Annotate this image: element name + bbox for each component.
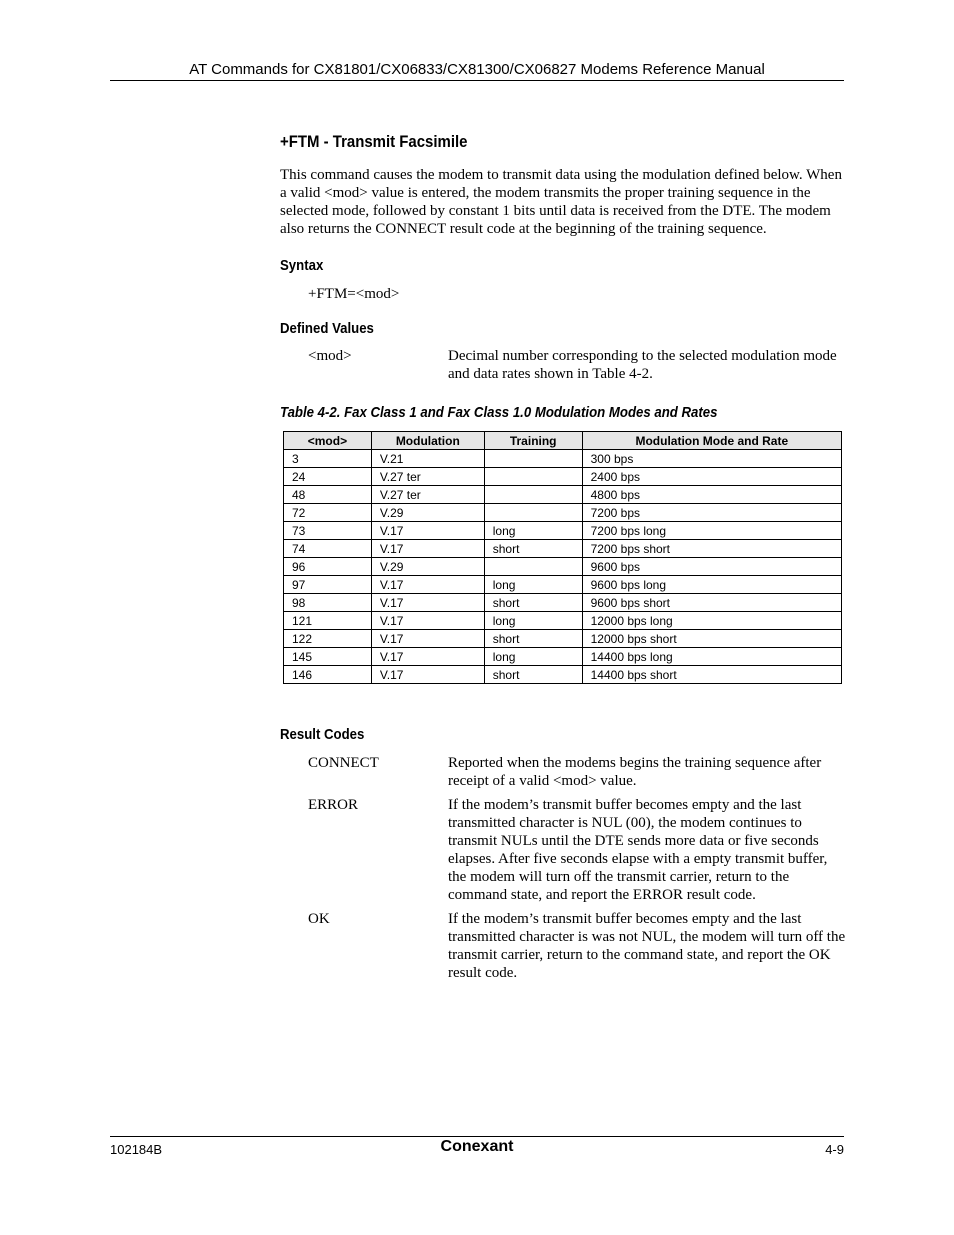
cell-mode-rate: 14400 bps long [582, 648, 841, 666]
cell-mode-rate: 12000 bps long [582, 612, 841, 630]
cell-training [484, 558, 582, 576]
cell-training [484, 468, 582, 486]
cell-training: long [484, 612, 582, 630]
result-code-ok-description: If the modem’s transmit buffer becomes empty and the last transmitted character is was not NUL, the modem will turn off the transmit carrier, return to the command state, and report the OK result code. [448, 911, 846, 981]
table-row [284, 522, 842, 540]
cell-mod: 98 [284, 594, 372, 612]
intro-paragraph: This command causes the modem to transmit data using the modulation defined below. When a valid <mod> value is entered, the modem transmits the proper training sequence in the selected mode, followed by constant 1 bits until data is received from the DTE. The modem also returns the CONNECT result code at the beginning of the training sequence. [280, 167, 842, 237]
cell-mode-rate: 7200 bps short [582, 540, 841, 558]
cell-mod: 74 [284, 540, 372, 558]
cell-training: long [484, 522, 582, 540]
cell-modulation: V.17 [371, 522, 484, 540]
result-code-error: ERROR [308, 797, 359, 813]
document-number: 102184B [110, 1142, 163, 1157]
cell-mode-rate: 7200 bps long [582, 522, 841, 540]
table-row [284, 576, 842, 594]
table-row [284, 486, 842, 504]
column-header-modulation: Modulation [371, 432, 484, 450]
table-row [284, 630, 842, 648]
table-row [284, 666, 842, 684]
result-code-error-description: If the modem’s transmit buffer becomes empty and the last transmitted character is NUL (00), the modem continues to transmit NULs until the DTE sends more data or five seconds elapses. After five seconds elapse with a empty transmit buffer, the modem will turn off the transmit carrier, return to the command state, and report the ERROR result code. [448, 797, 828, 903]
running-header: AT Commands for CX81801/CX06833/CX81300/CX06827 Modems Reference Manual [189, 61, 765, 78]
cell-mod: 48 [284, 486, 372, 504]
modulation-table [283, 431, 842, 684]
cell-mod: 96 [284, 558, 372, 576]
cell-training: long [484, 648, 582, 666]
section-title: +FTM - Transmit Facsimile [280, 132, 468, 151]
table-row [284, 540, 842, 558]
company-name: Conexant [440, 1138, 514, 1155]
defined-value-term: <mod> [308, 348, 352, 364]
cell-modulation: V.21 [371, 450, 484, 468]
cell-modulation: V.29 [371, 504, 484, 522]
table-row [284, 612, 842, 630]
result-codes-heading: Result Codes [280, 726, 365, 743]
cell-mod: 121 [284, 612, 372, 630]
cell-mod: 97 [284, 576, 372, 594]
column-header-mod: <mod> [284, 432, 372, 450]
syntax-command: +FTM=<mod> [308, 286, 400, 302]
result-code-connect-description: Reported when the modems begins the training sequence after receipt of a valid <mod> value. [448, 755, 822, 789]
cell-training: short [484, 540, 582, 558]
cell-training: short [484, 630, 582, 648]
cell-mode-rate: 14400 bps short [582, 666, 841, 684]
cell-training [484, 450, 582, 468]
cell-modulation: V.17 [371, 630, 484, 648]
table-caption: Table 4-2. Fax Class 1 and Fax Class 1.0 Modulation Modes and Rates [280, 404, 718, 421]
cell-modulation: V.27 ter [371, 486, 484, 504]
cell-mode-rate: 2400 bps [582, 468, 841, 486]
column-header-mode-rate: Modulation Mode and Rate [582, 432, 841, 450]
cell-mode-rate: 12000 bps short [582, 630, 841, 648]
cell-modulation: V.17 [371, 648, 484, 666]
cell-training: long [484, 576, 582, 594]
cell-modulation: V.17 [371, 576, 484, 594]
table-row [284, 594, 842, 612]
defined-value-description: Decimal number corresponding to the selected modulation mode and data rates shown in Table 4-2. [448, 348, 837, 382]
cell-mode-rate: 9600 bps short [582, 594, 841, 612]
table-row [284, 468, 842, 486]
cell-modulation: V.29 [371, 558, 484, 576]
cell-mod: 145 [284, 648, 372, 666]
cell-training: short [484, 594, 582, 612]
cell-mod: 24 [284, 468, 372, 486]
cell-mode-rate: 300 bps [582, 450, 841, 468]
result-code-connect: CONNECT [308, 755, 379, 771]
header-rule [110, 80, 844, 81]
cell-mod: 146 [284, 666, 372, 684]
cell-modulation: V.17 [371, 594, 484, 612]
cell-mod: 122 [284, 630, 372, 648]
table-header-row [284, 432, 842, 450]
table-row [284, 450, 842, 468]
cell-mode-rate: 7200 bps [582, 504, 841, 522]
cell-mod: 3 [284, 450, 372, 468]
cell-modulation: V.17 [371, 666, 484, 684]
cell-modulation: V.17 [371, 540, 484, 558]
table-row [284, 648, 842, 666]
cell-modulation: V.17 [371, 612, 484, 630]
cell-mode-rate: 4800 bps [582, 486, 841, 504]
result-code-ok: OK [308, 911, 330, 927]
defined-values-heading: Defined Values [280, 320, 374, 337]
cell-mod: 73 [284, 522, 372, 540]
cell-modulation: V.27 ter [371, 468, 484, 486]
cell-mode-rate: 9600 bps [582, 558, 841, 576]
column-header-training: Training [484, 432, 582, 450]
page-number: 4-9 [825, 1142, 844, 1157]
cell-training [484, 504, 582, 522]
cell-training: short [484, 666, 582, 684]
syntax-heading: Syntax [280, 257, 324, 274]
cell-training [484, 486, 582, 504]
table-row [284, 504, 842, 522]
cell-mod: 72 [284, 504, 372, 522]
footer-rule [110, 1136, 844, 1137]
table-row [284, 558, 842, 576]
cell-mode-rate: 9600 bps long [582, 576, 841, 594]
